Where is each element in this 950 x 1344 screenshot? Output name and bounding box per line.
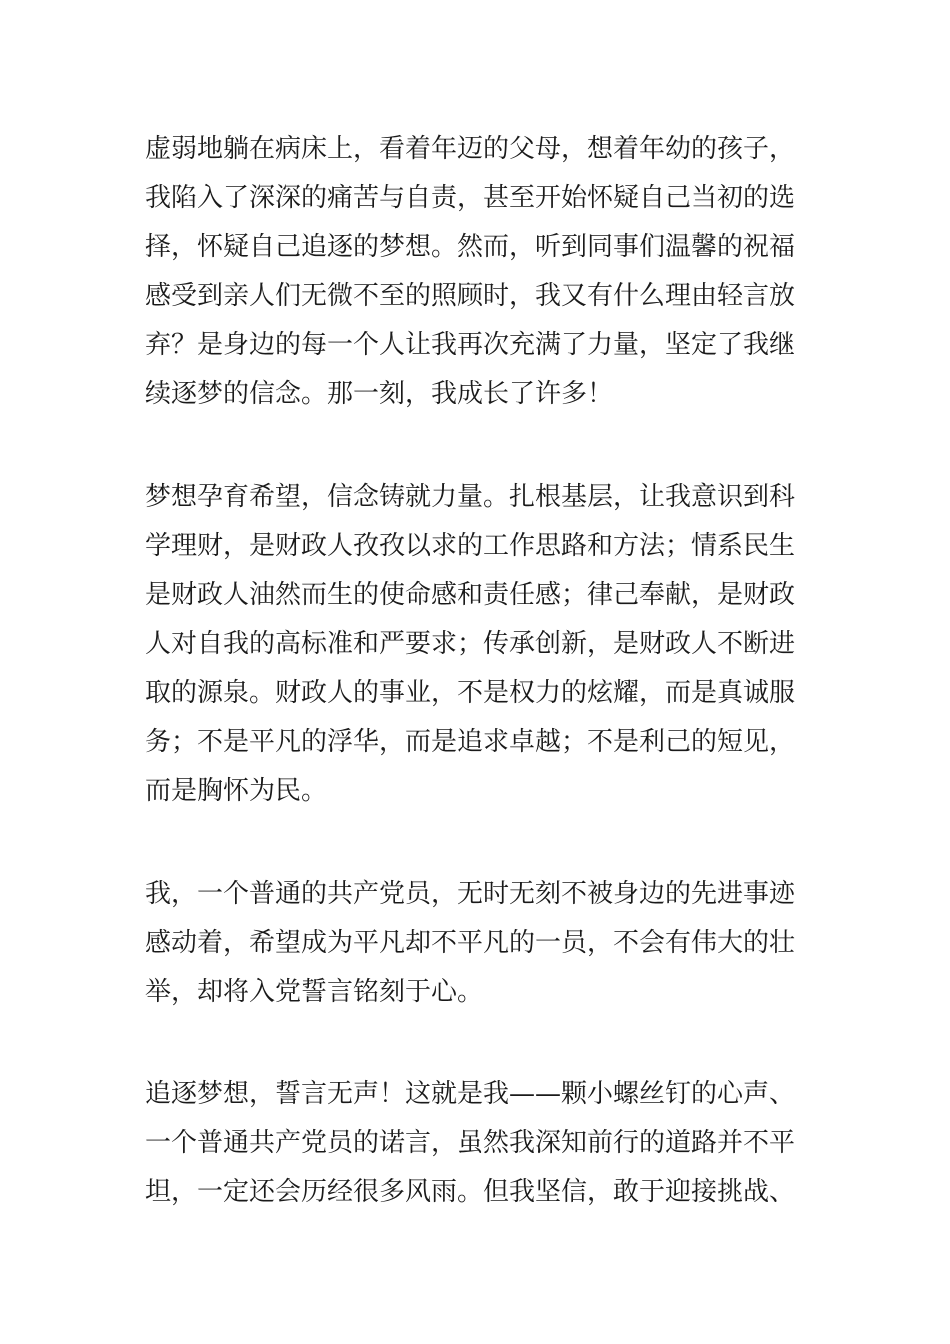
text-line: 学理财，是财政人孜孜以求的工作思路和方法；情系民生 <box>145 531 796 561</box>
text-line: 梦想孕育希望，信念铸就力量。扎根基层，让我意识到科 <box>145 482 796 512</box>
paragraph-chasing-dreams <box>145 1070 810 1217</box>
text-line: 坦，一定还会历经很多风雨。但我坚信，敢于迎接挑战、 <box>145 1177 796 1207</box>
text-line: 虚弱地躺在病床上，看着年迈的父母，想着年幼的孩子， <box>145 134 796 164</box>
text-line: 择，怀疑自己追逐的梦想。然而，听到同事们温馨的祝福 <box>145 232 796 262</box>
text-line: 续逐梦的信念。那一刻，我成长了许多！ <box>145 379 614 409</box>
text-line: 我，一个普通的共产党员，无时无刻不被身边的先进事迹 <box>145 879 796 909</box>
text-line: 我陷入了深深的痛苦与自责，甚至开始怀疑自己当初的选 <box>145 183 796 213</box>
text-line: 一个普通共产党员的诺言，虽然我深知前行的道路并不平 <box>145 1128 796 1158</box>
text-line: 务；不是平凡的浮华，而是追求卓越；不是利己的短见， <box>145 727 796 757</box>
text-line: 感动着，希望成为平凡却不平凡的一员，不会有伟大的壮 <box>145 928 796 958</box>
paragraph-party-member <box>145 870 810 1017</box>
text-line: 举，却将入党誓言铭刻于心。 <box>145 977 484 1007</box>
text-line: 人对自我的高标准和严要求；传承创新，是财政人不断进 <box>145 629 796 659</box>
text-line: 感受到亲人们无微不至的照顾时，我又有什么理由轻言放 <box>145 281 796 311</box>
text-line: 取的源泉。财政人的事业，不是权力的炫耀，而是真诚服 <box>145 678 796 708</box>
text-line: 追逐梦想，誓言无声！这就是我——颗小螺丝钉的心声、 <box>145 1079 796 1109</box>
paragraph-finance-mission <box>145 473 810 816</box>
paragraph-hospital-reflection <box>145 125 810 419</box>
text-line: 是财政人油然而生的使命感和责任感；律己奉献，是财政 <box>145 580 796 610</box>
text-line: 弃？是身边的每一个人让我再次充满了力量，坚定了我继 <box>145 330 796 360</box>
text-line: 而是胸怀为民。 <box>145 776 328 806</box>
